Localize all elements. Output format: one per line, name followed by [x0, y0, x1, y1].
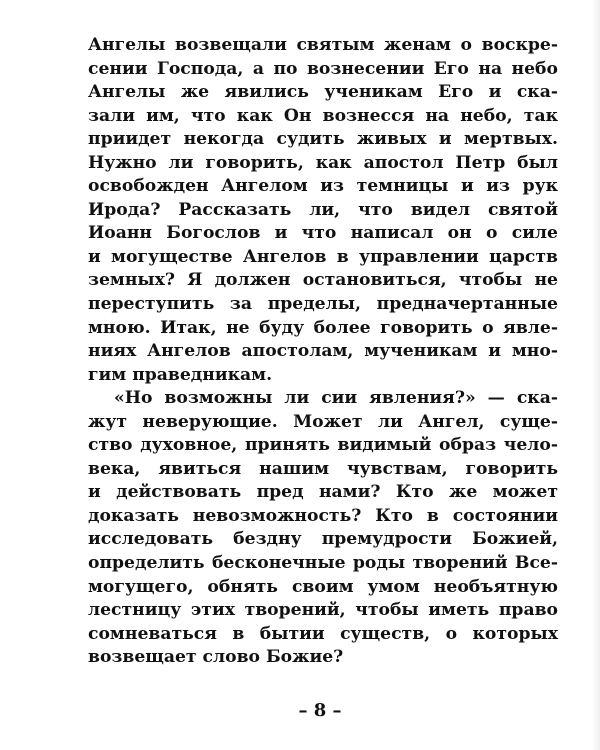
- paragraph-1: [88, 34, 558, 387]
- text-line: и могуществе Ангелов в управлении царств: [88, 246, 558, 267]
- text-line: и действовать пред нами? Кто же может: [88, 482, 558, 503]
- text-line: земных? Я должен остановиться, чтобы не: [88, 270, 558, 291]
- text-line: Ангелы же явились ученикам Его и ска-: [88, 82, 558, 103]
- text-line: освобожден Ангелом из темницы и из рук: [88, 176, 558, 197]
- text-line: исследовать бездну премудрости Божией,: [88, 529, 558, 550]
- text-line: доказать невозможность? Кто в состоянии: [88, 505, 558, 526]
- paragraph-2: [88, 387, 558, 670]
- text-line: лестницу этих творений, чтобы иметь право: [88, 600, 558, 621]
- text-line: Иоанн Богослов и что написал он о силе: [88, 223, 558, 244]
- text-line: ниях Ангелов апостолам, мученикам и мно-: [88, 341, 558, 362]
- body-text: [88, 34, 558, 670]
- text-line: Нужно ли говорить, как апостол Петр был: [88, 152, 558, 173]
- page-number: – 8 –: [298, 700, 342, 721]
- text-line: зали им, что как Он вознесся на небо, так: [88, 105, 558, 126]
- text-line: Ирода? Рассказать ли, что видел святой: [88, 199, 558, 220]
- text-line: «Но возможны ли сии явления?» — ска-: [114, 388, 558, 409]
- text-line: мною. Итак, не буду более говорить о явле-: [88, 317, 558, 338]
- text-line: века, явиться нашим чувствам, говорить: [88, 458, 558, 479]
- text-line: сении Господа, а по вознесении Его на небо: [88, 58, 558, 79]
- text-line: ство духовное, принять видимый образ чело-: [88, 435, 558, 456]
- text-line: переступить за пределы, предначертанные: [88, 294, 558, 315]
- text-line: сомневаться в бытии существ, о которых: [88, 623, 558, 644]
- text-line: могущего, обнять своим умом необъятную: [88, 576, 558, 597]
- text-line: возвещает слово Божие?: [88, 647, 344, 668]
- text-line: определить бесконечные роды творений Все-: [88, 553, 558, 574]
- page-edge-shadow: [592, 0, 600, 750]
- text-line: жут неверующие. Может ли Ангел, суще-: [88, 411, 558, 432]
- text-line: Ангелы возвещали святым женам о воскре-: [88, 35, 558, 55]
- text-line: приидет некогда судить живых и мертвых.: [88, 129, 558, 150]
- text-line: гим праведникам.: [88, 364, 273, 385]
